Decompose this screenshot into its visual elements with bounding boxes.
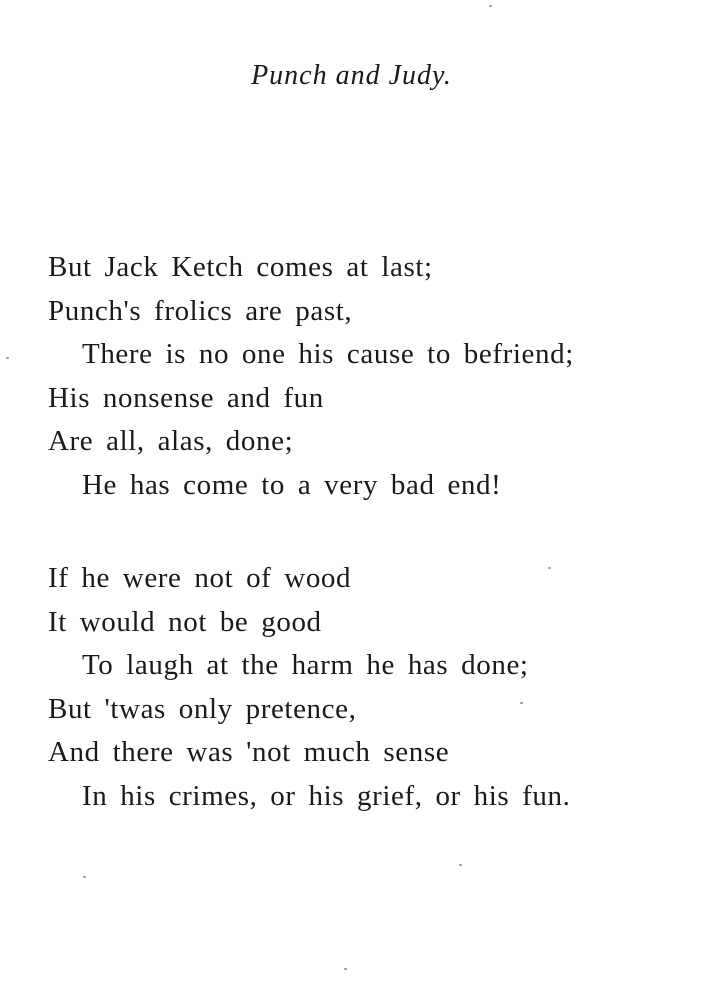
- paper-speck: [6, 357, 9, 359]
- poem-line: To laugh at the harm he has done;: [82, 649, 529, 681]
- poem-line: There is no one his cause to befriend;: [82, 338, 574, 370]
- stanza-2: [48, 557, 570, 818]
- paper-speck: [459, 864, 462, 866]
- running-title: Punch and Judy.: [251, 60, 452, 91]
- stanza-1: [48, 246, 574, 507]
- paper-speck: [344, 968, 347, 970]
- paper-speck: [520, 702, 523, 704]
- paper-speck: [83, 876, 86, 878]
- poem-line: In his crimes, or his grief, or his fun.: [82, 779, 571, 812]
- poem-line: If he were not of wood: [48, 562, 352, 594]
- poem-line: But 'twas only pretence,: [48, 692, 357, 725]
- poem-line: But Jack Ketch comes at last;: [48, 251, 433, 283]
- poem-line: His nonsense and fun: [48, 381, 324, 414]
- poem-line: Punch's frolics are past,: [48, 294, 353, 327]
- poem-line: He has come to a very bad end!: [82, 468, 502, 501]
- poem-line: Are all, alas, done;: [48, 425, 294, 457]
- paper-speck: [489, 5, 492, 7]
- poem-line: It would not be good: [48, 605, 322, 638]
- poem-line: And there was 'not much sense: [48, 736, 450, 768]
- paper-speck: [548, 567, 551, 569]
